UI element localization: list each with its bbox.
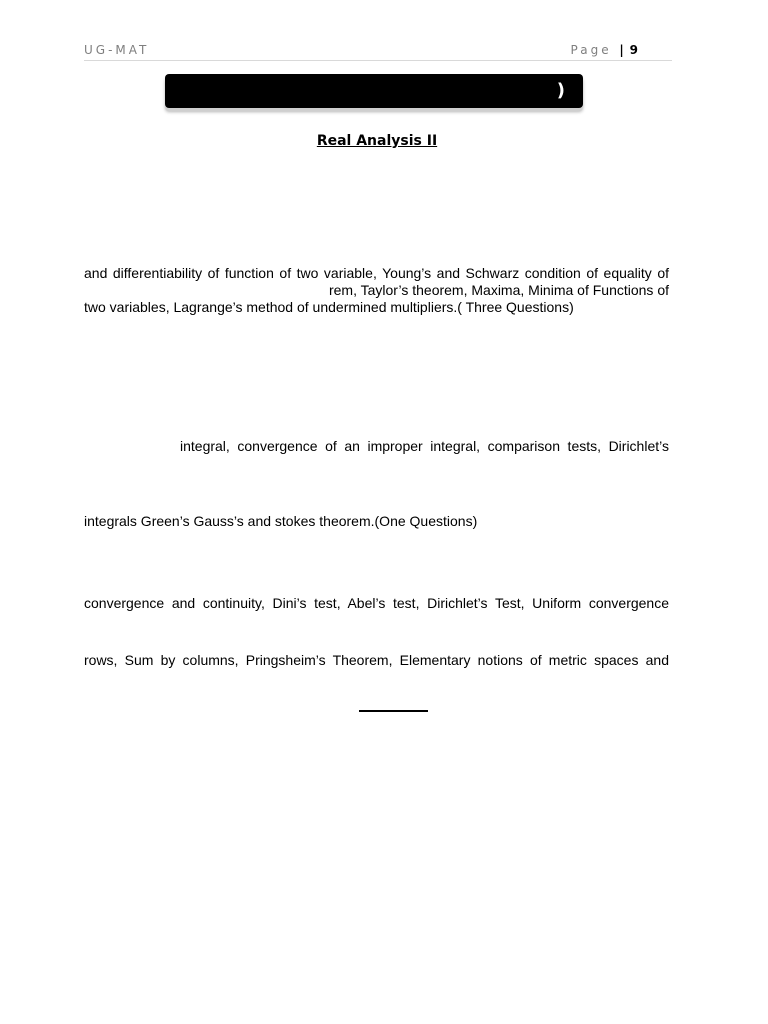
section-title: Real Analysis II bbox=[316, 133, 438, 149]
section-banner bbox=[165, 74, 583, 108]
paragraph-line: integral, convergence of an improper integral, comparison tests, Dirichlet’s bbox=[180, 438, 669, 454]
paragraph-improper-integral bbox=[84, 438, 669, 455]
end-rule bbox=[359, 710, 428, 712]
paragraph-line: integrals Green’s Gauss’s and stokes theorem.(One Questions) bbox=[84, 513, 478, 529]
paragraph-line: rows, Sum by columns, Pringsheim’s Theorem, Elementary notions of metric spaces and bbox=[84, 652, 669, 668]
running-header-title: UG-MAT bbox=[84, 43, 150, 57]
header-divider bbox=[84, 60, 672, 61]
page-number: 9 bbox=[629, 43, 638, 57]
page-separator: | bbox=[619, 43, 624, 57]
paragraph-line: convergence and continuity, Dini’s test, Abel’s test, Dirichlet’s Test, Uniform convergence bbox=[84, 595, 669, 611]
page-word: Page bbox=[570, 43, 612, 57]
paragraph-green-gauss-stokes bbox=[84, 513, 669, 530]
paragraph-line: and differentiability of function of two variable, Young’s and Schwarz condition of equality of bbox=[84, 265, 669, 281]
page-number-label bbox=[571, 43, 638, 57]
paragraph-metric-spaces bbox=[84, 652, 669, 669]
paragraph-line: rem, Taylor’s theorem, Maxima, Minima of Functions of bbox=[328, 282, 669, 298]
paragraph-differentiability bbox=[84, 265, 669, 316]
banner-text: ) bbox=[556, 80, 565, 101]
paragraph-uniform-convergence bbox=[84, 595, 669, 612]
paragraph-line: two variables, Lagrange’s method of undermined multipliers.( Three Questions) bbox=[84, 299, 574, 315]
